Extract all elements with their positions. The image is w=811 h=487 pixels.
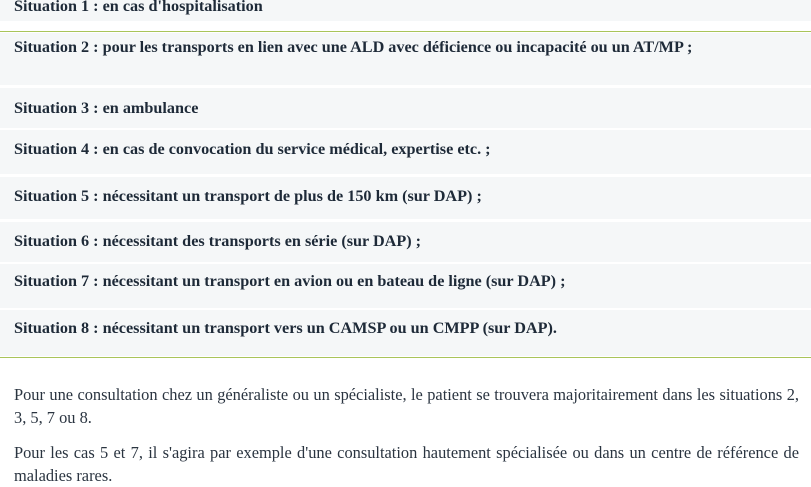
- situation-text: : en ambulance: [89, 99, 199, 117]
- divider-rule: [0, 31, 811, 32]
- situation-label: Situation 4: [14, 140, 90, 158]
- situation-row-7: [0, 264, 811, 308]
- situation-label: Situation 7: [14, 272, 90, 290]
- situation-row-2: [0, 33, 811, 85]
- situation-row-3: [0, 88, 811, 128]
- situation-text: : en cas de convocation du service médical, expertise etc. ;: [89, 140, 491, 158]
- situation-label: Situation 8: [14, 319, 90, 337]
- situation-label: Situation 5: [14, 187, 90, 205]
- situation-text: : nécessitant un transport vers un CAMSP ou un CMPP (sur DAP).: [89, 319, 557, 337]
- body-paragraph: Pour une consultation chez un généraliste ou un spécialiste, le patient se trouvera majoritairement dans les situations 2, 3, 5, 7 ou 8.: [14, 385, 799, 427]
- situation-row-4: [0, 130, 811, 174]
- situation-row-5: [0, 177, 811, 219]
- situation-label: Situation 3: [14, 99, 90, 117]
- situation-label: Situation 6: [14, 232, 90, 250]
- situation-text: : nécessitant un transport de plus de 150 km (sur DAP) ;: [89, 187, 482, 205]
- situation-text: : pour les transports en lien avec une ALD avec déficience ou incapacité ou un AT/MP ;: [89, 38, 693, 56]
- situation-row-6: [0, 222, 811, 262]
- situation-row-1: [0, 0, 811, 21]
- situation-text: : nécessitant des transports en série (sur DAP) ;: [89, 232, 422, 250]
- body-paragraph: Pour les cas 5 et 7, il s'agira par exemple d'une consultation hautement spécialisée ou dans un centre de référence de maladies rares.: [14, 443, 799, 485]
- divider-rule: [0, 357, 811, 358]
- situation-label: Situation 1: [14, 0, 90, 15]
- situation-label: Situation 2: [14, 38, 90, 56]
- situation-text: : nécessitant un transport en avion ou en bateau de ligne (sur DAP) ;: [89, 272, 566, 290]
- situation-row-8: [0, 310, 811, 356]
- situation-text: : en cas d'hospitalisation: [89, 0, 263, 15]
